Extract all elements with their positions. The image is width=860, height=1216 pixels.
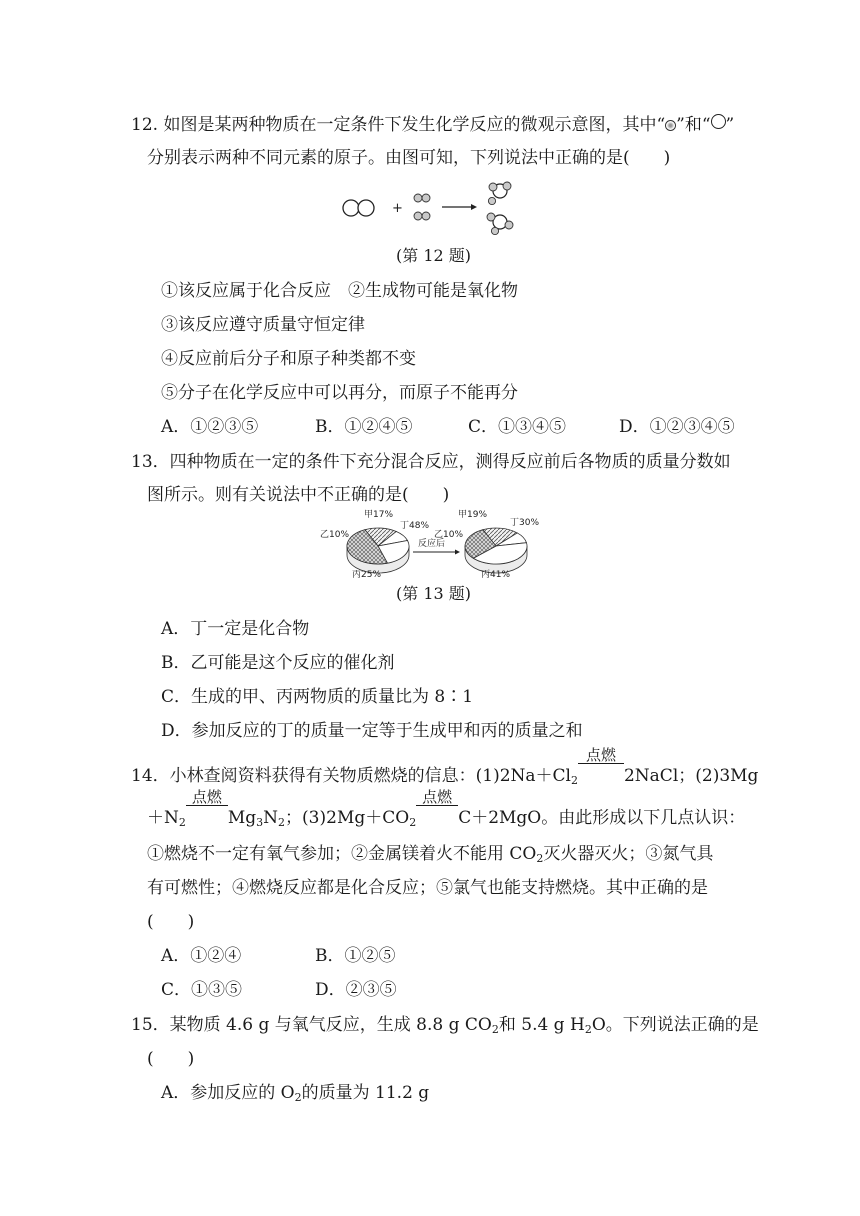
- pie-after: [465, 528, 527, 573]
- plus-sign: +: [392, 201, 403, 216]
- pie-after-label-jia: 甲19%: [458, 510, 488, 520]
- q14-stem-line4: 有可燃性；④燃烧反应都是化合反应；⑤氯气也能支持燃烧。其中正确的是: [147, 878, 708, 898]
- q12-statement-1: ①该反应属于化合反应 ②生成物可能是氧化物: [161, 281, 518, 301]
- pie-after-label-ding: 丁30%: [510, 518, 540, 528]
- q13-option-b[interactable]: B．乙可能是这个反应的催化剂: [161, 653, 395, 673]
- q12-stem-line1: 12. 如图是某两种物质在一定条件下发生化学反应的微观示意图，其中“ ”和“ ”: [131, 115, 735, 135]
- dotted-atom-icon: [665, 120, 676, 131]
- q14-stem-line1: 14．小林查阅资料获得有关物质燃烧的信息：$(1)2Na+Cl_2$ 点燃 2NaCl；(2)3Mg: [131, 746, 759, 787]
- reaction-condition: 点燃: [416, 806, 458, 830]
- q14-option-c[interactable]: C．①③⑤: [161, 980, 243, 1000]
- q14-option-b[interactable]: B．①②⑤: [315, 946, 396, 966]
- pie-before-label-yi: 乙10%: [320, 530, 350, 540]
- reactant-b-molecules: [414, 194, 430, 220]
- reaction-condition: 点燃: [186, 806, 228, 830]
- reaction-arrow: [413, 550, 460, 555]
- q12-stem-line2: 分别表示两种不同元素的原子。由图可知，下列说法中正确的是( ): [147, 148, 671, 168]
- product-molecules: [487, 182, 513, 235]
- q12-caption: (第 12 题): [396, 246, 472, 265]
- q14-option-d[interactable]: D．②③⑤: [315, 980, 397, 1000]
- q14-stem-line5: ( ): [147, 912, 195, 932]
- reactant-a-molecule: [343, 200, 374, 216]
- q14-stem-line3: ①燃烧不一定有氧气参加；②金属镁着火不能用 $CO_2$灭火器灭火；③氮气具: [147, 844, 714, 865]
- q13-pie-charts: [318, 506, 558, 581]
- q12-option-d[interactable]: D．①②③④⑤: [619, 417, 735, 437]
- q15-stem-line2: ( ): [147, 1049, 195, 1069]
- q13-option-a[interactable]: A．丁一定是化合物: [161, 619, 310, 639]
- q13-option-d[interactable]: D．参加反应的丁的质量一定等于生成甲和丙的质量之和: [161, 721, 583, 741]
- q12-option-c[interactable]: C．①③④⑤: [468, 417, 567, 437]
- q14-stem-line2: $+N_2$ 点燃 $Mg_3N_2$；$(3)2Mg+CO_2$ 点燃 C＋2MgO。由此形成以下几点认识：: [147, 788, 746, 829]
- q13-option-c[interactable]: C．生成的甲、丙两物质的质量比为 8∶1: [161, 687, 474, 707]
- reaction-arrow: [442, 204, 477, 210]
- pie-after-label-yi: 乙10%: [434, 530, 464, 540]
- q12-statement-2: ③该反应遵守质量守恒定律: [161, 315, 365, 335]
- q12-statement-4: ⑤分子在化学反应中可以再分，而原子不能再分: [161, 383, 518, 403]
- q12-statement-3: ④反应前后分子和原子种类都不变: [161, 349, 416, 369]
- white-atom-icon: [711, 114, 726, 129]
- q12-reaction-diagram: [335, 177, 535, 237]
- pie-before-label-bing: 丙25%: [352, 570, 382, 580]
- q13-caption: (第 13 题): [396, 584, 472, 603]
- pie-before: [347, 528, 409, 573]
- pie-before-label-ding: 丁48%: [400, 521, 430, 531]
- q13-stem-line1: 13．四种物质在一定的条件下充分混合反应，测得反应前后各物质的质量分数如: [131, 452, 731, 472]
- q15-stem-line1: 15．某物质 4.6 g 与氧气反应，生成 8.8 g $CO_2$和 5.4 g $H_2O$。下列说法正确的是: [131, 1015, 759, 1036]
- q14-option-a[interactable]: A．①②④: [161, 946, 242, 966]
- q12-option-a[interactable]: A．①②③⑤: [161, 417, 259, 437]
- q15-option-a[interactable]: A．参加反应的 $O_2$的质量为 11.2 g: [161, 1083, 430, 1104]
- arrow-label: 反应后: [418, 539, 446, 549]
- q12-option-b[interactable]: B．①②④⑤: [315, 417, 413, 437]
- pie-after-label-bing: 丙41%: [481, 570, 511, 580]
- pie-before-label-jia: 甲17%: [364, 510, 394, 520]
- q13-stem-line2: 图所示。则有关说法中不正确的是( ): [147, 485, 450, 505]
- reaction-condition: 点燃: [578, 764, 624, 788]
